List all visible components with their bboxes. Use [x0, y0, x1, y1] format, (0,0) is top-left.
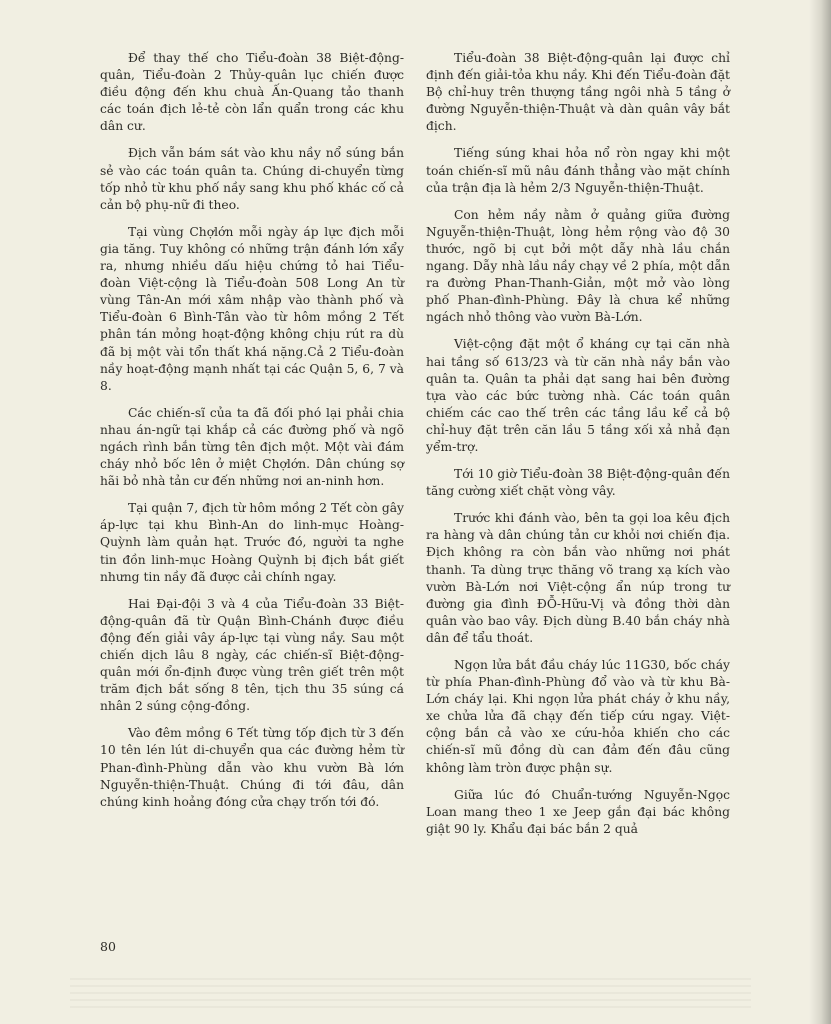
- right-column: [426, 50, 730, 848]
- paragraph: Tiếng súng khai hỏa nổ ròn ngay khi một toán chiến-sĩ mũ nâu đánh thẳng vào mặt chính của trận địa là hẻm 2/3 Nguyễn-thiện-Thuật.: [426, 146, 730, 195]
- paragraph: Tại vùng Chợlớn mỗi ngày áp lực địch mỗi gia tăng. Tuy không có những trận đánh lớn xẩy ra, nhưng nhiều dấu hiệu chứng tỏ hai Tiểu-đoàn Việt-cộng là Tiểu-đoàn 508 Long An từ vùng Tân-An mới xâm nhập vào thành phố và Tiểu-đoàn 6 Bình-Tân vào từ hôm mồng 2 Tết phân tán mỏng hoạt-động không chịu rút ra dù đã bị một vài tổn thất khá nặng.Cả 2 Tiểu-đoàn nầy hoạt-động mạnh nhất tại các Quận 5, 6, 7 và 8.: [100, 224, 404, 393]
- paragraph: Ngọn lửa bắt đầu cháy lúc 11G30, bốc cháy từ phía Phan-đình-Phùng đổ vào và từ khu Bà-Lớn cháy lại. Khi ngọn lửa phát cháy ở khu nầy, xe chửa lửa đã chạy đến tiếp cứu ngay. Việt-cộng bắn cả vào xe cứu-hỏa khiến cho các chiến-sĩ mũ đồng dù can đảm đến đâu cũng không làm tròn được phận sự.: [426, 658, 730, 775]
- show-through-text: [70, 978, 751, 1010]
- paragraph: Hai Đại-đội 3 và 4 của Tiểu-đoàn 33 Biệt-động-quân đã từ Quận Bình-Chánh được điều động đến giải vây áp-lực tại vùng nầy. Sau một chiến dịch lâu 8 ngày, các chiến-sĩ Biệt-động-quân mới ổn-định được vùng trên giết trên một trăm địch bắt sống 8 tên, tịch thu 35 súng cá nhân 2 súng cộng-đồng.: [100, 596, 404, 714]
- paragraph: Tại quận 7, địch từ hôm mồng 2 Tết còn gây áp-lực tại khu Bình-An do linh-mục Hoàng-Quỳnh làm quản hạt. Trước đó, người ta nghe tin đồn linh-mục Hoàng Quỳnh bị địch bắt giết nhưng tin nầy đã được cải chính ngay.: [100, 501, 404, 584]
- paragraph: Các chiến-sĩ của ta đã đối phó lại phải chia nhau án-ngữ tại khắp cả các đường phố và ngõ ngách rình bắn từng tên địch một. Một vài đám cháy nhỏ bốc lên ở miệt Chợlớn. Dân chúng sợ hãi bỏ nhà tản cư đến những nơi an-ninh hơn.: [100, 405, 404, 489]
- paragraph: Trước khi đánh vào, bên ta gọi loa kêu địch ra hàng và dân chúng tản cư khỏi nơi chiến địa. Địch không ra còn bắn vào những nơi phát thanh. Ta dùng trực thăng võ trang xạ kích vào vườn Bà-Lớn nơi Việt-cộng ẩn núp trong tư đường gia đình ĐỖ-Hữu-Vị và đồng thời dàn quân vào bao vây. Địch dùng B.40 bắn cháy nhà dân để tẩu thoát.: [426, 511, 730, 645]
- paragraph: Con hẻm nầy nằm ở quảng giữa đường Nguyễn-thiện-Thuật, lòng hẻm rộng vào độ 30 thước, ngõ bị cụt bởi một dẫy nhà lầu chắn ngang. Dẫy nhà lầu nầy chạy về 2 phía, một dẫn ra đường Phan-Thanh-Giản, một mở vào lòng phố Phan-đình-Phùng. Đây là chưa kể những ngách nhỏ thông vào vườn Bà-Lớn.: [426, 207, 730, 325]
- paragraph: Để thay thế cho Tiểu-đoàn 38 Biệt-động-quân, Tiểu-đoàn 2 Thủy-quân lục chiến được điều động đến khu chuà Ấn-Quang tảo thanh các toán địch lẻ-tẻ còn lẩn quẩn trong các khu dân cư.: [100, 51, 404, 134]
- page-edge-shadow: [809, 0, 831, 1024]
- paragraph: Vào đêm mồng 6 Tết từng tốp địch từ 3 đến 10 tên lén lút di-chuyển qua các đường hẻm từ Phan-đình-Phùng dẫn vào khu vườn Bà lớn Nguyễn-thiện-Thuật. Chúng đi tới đâu, dân chúng kinh hoảng đóng cửa chạy trốn tới đó.: [100, 726, 404, 809]
- left-column: [100, 50, 404, 821]
- paragraph: Tới 10 giờ Tiểu-đoàn 38 Biệt-động-quân đến tăng cường xiết chặt vòng vây.: [426, 467, 730, 499]
- paragraph: Việt-cộng đặt một ổ kháng cự tại căn nhà hai tầng số 613/23 và từ căn nhà nầy bắn vào quân ta. Quân ta phải dạt sang hai bên đường tựa vào các bức tường nhà. Các toán quân chiếm các cao thế trên các tầng lầu kể cả bộ chỉ-huy đặt trên căn lầu 5 tầng xối xả nhả đạn yểm-trợ.: [426, 337, 730, 454]
- book-page: [100, 50, 762, 970]
- paragraph: Tiểu-đoàn 38 Biệt-động-quân lại được chỉ định đến giải-tỏa khu nầy. Khi đến Tiểu-đoàn đặt Bộ chỉ-huy trên thượng tầng ngôi nhà 5 tầng ở đường Nguyễn-thiện-Thuật và dàn quân vây bắt địch.: [426, 51, 730, 134]
- paragraph: Địch vẫn bám sát vào khu nầy nổ súng bắn sẻ vào các toán quân ta. Chúng di-chuyển từng tốp nhỏ từ khu phố nầy sang khu phố khác cố cả cản bộ phụ-nữ đi theo.: [100, 146, 404, 212]
- page-number: 80: [100, 939, 116, 954]
- paragraph: Giữa lúc đó Chuẩn-tướng Nguyễn-Ngọc Loan mang theo 1 xe Jeep gắn đại bác không giật 90 ly. Khẩu đại bác bắn 2 quả: [426, 787, 730, 836]
